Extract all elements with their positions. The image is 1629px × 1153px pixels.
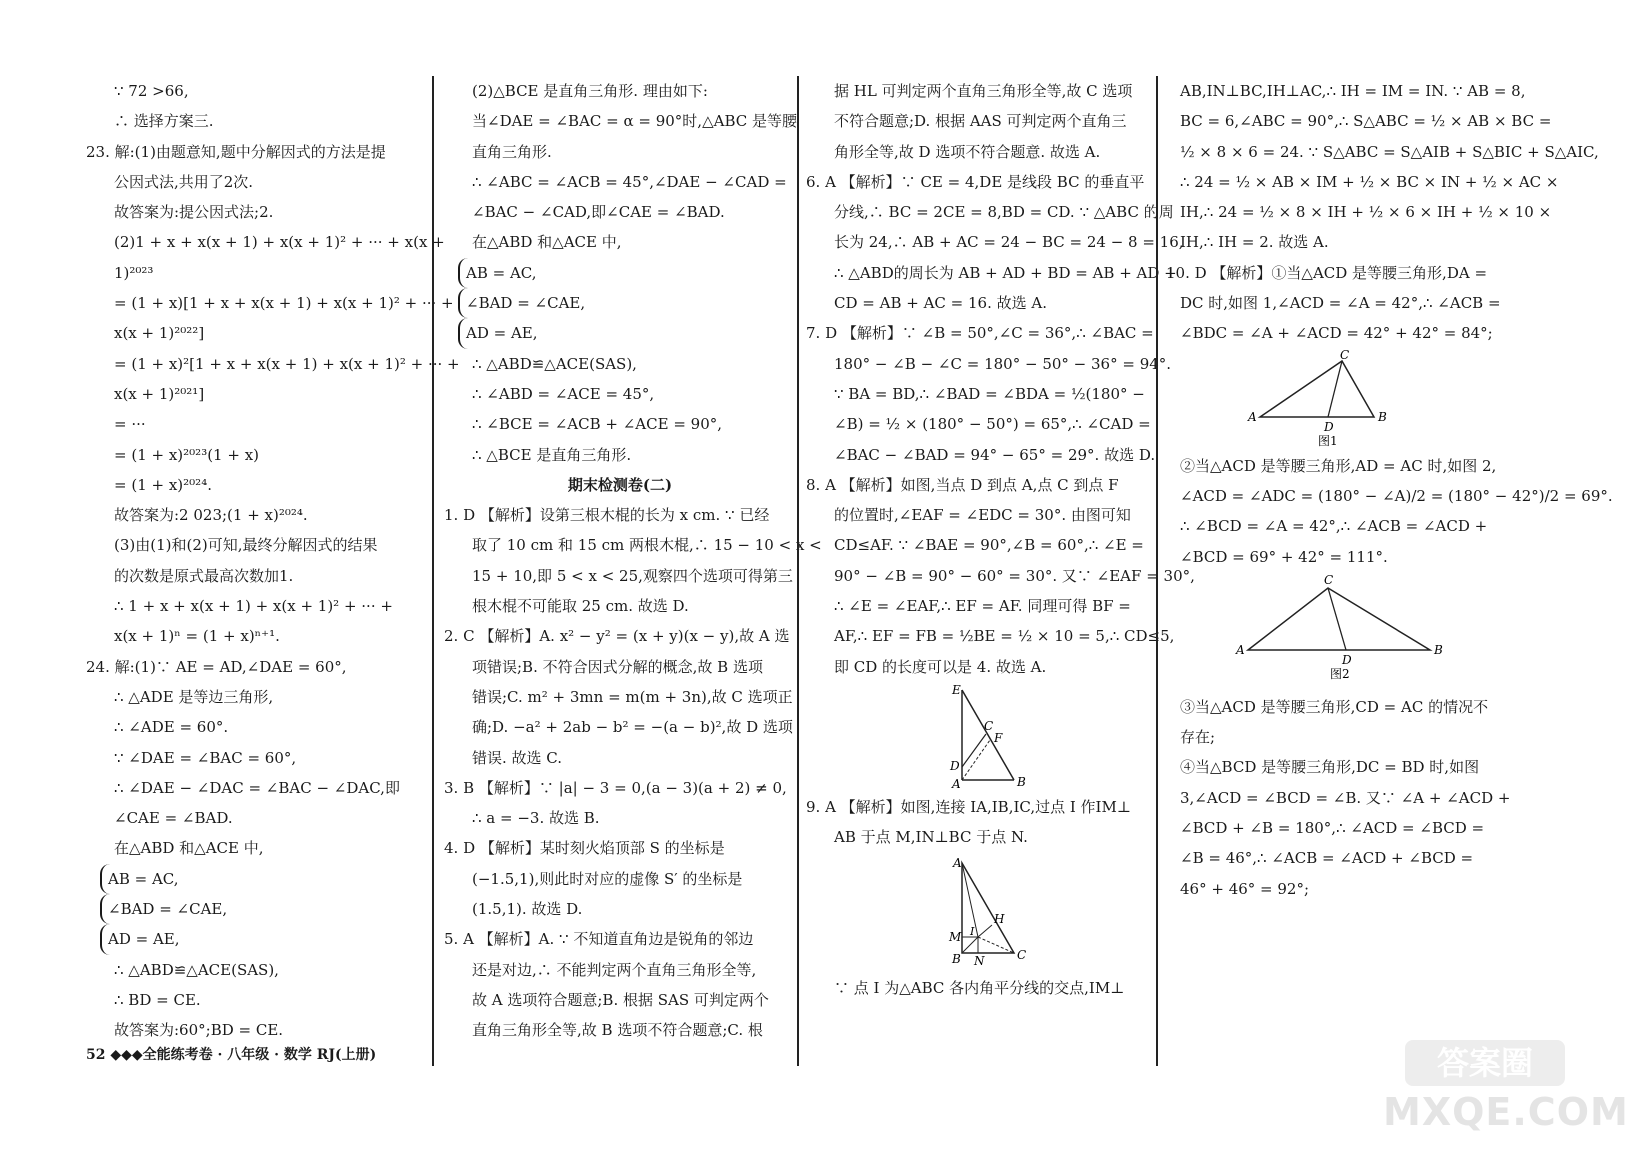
text-line: ③当△ACD 是等腰三角形,CD = AC 的情况不	[1180, 697, 1489, 716]
text-line: 根木棍不可能取 25 cm. 故选 D.	[472, 597, 689, 616]
text-line: 直角三角形全等,故 B 选项不符合题意;C. 根	[472, 1021, 763, 1040]
column-divider	[432, 76, 434, 1066]
text-line: ∴ ∠BCE = ∠ACB + ∠ACE = 90°,	[472, 415, 723, 434]
label-I: I	[970, 924, 975, 938]
text-line: CD = AB + AC = 16. 故选 A.	[834, 294, 1047, 313]
label-D: D	[1324, 419, 1334, 434]
text-line: 5. A 【解析】A. ∵ 不知道直角边是锐角的邻边	[444, 930, 754, 949]
text-line: ④当△BCD 是等腰三角形,DC = BD 时,如图	[1180, 758, 1480, 777]
text-line: 项错误;B. 不符合因式分解的概念,故 B 选项	[472, 657, 763, 676]
text-line: = (1 + x)²⁰²⁴.	[114, 475, 212, 494]
text-line: ∴ BD = CE.	[114, 990, 201, 1009]
text-line: 还是对边,∴ 不能判定两个直角三角形全等,	[472, 960, 757, 979]
label-C: C	[1017, 947, 1027, 962]
text-line: 9. A 【解析】如图,连接 IA,IB,IC,过点 I 作IM⊥	[806, 797, 1131, 816]
text-line: 4. D 【解析】某时刻火焰顶部 S 的坐标是	[444, 839, 725, 858]
text-line: 错误;C. m² + 3mn = m(m + 3n),故 C 选项正	[472, 687, 793, 706]
text-line: ∠BCD + ∠B = 180°,∴ ∠ACD = ∠BCD =	[1180, 819, 1485, 838]
figure-2	[1166, 572, 1518, 692]
label-D: D	[1342, 652, 1352, 667]
label-B: B	[1378, 409, 1387, 424]
text-line: ∵ ∠DAE = ∠BAC = 60°,	[114, 748, 297, 767]
label-H: H	[994, 911, 1005, 926]
text-line: 在△ABD 和△ACE 中,	[472, 233, 622, 252]
column-4	[1166, 76, 1613, 904]
text-line: ∴ △ABD≌△ACE(SAS),	[114, 960, 279, 979]
text-line: ∵ 72 >66,	[114, 82, 189, 100]
text-line: ∴ 选择方案三.	[114, 112, 214, 131]
text-line: x(x + 1)ⁿ = (1 + x)ⁿ⁺¹.	[114, 627, 280, 646]
text-line: 的次数是原式最高次数加1.	[114, 566, 294, 585]
text-line: AD = AE,	[458, 318, 796, 348]
text-line: AB 于点 M,IN⊥BC 于点 N.	[834, 828, 1028, 847]
text-line: 1)²⁰²³	[114, 263, 154, 282]
text-line: 直角三角形.	[472, 142, 552, 161]
figure-q8	[806, 682, 1158, 792]
text-line: ∴ ∠ADE = 60°.	[114, 718, 229, 737]
text-line: AB = AC,	[100, 864, 438, 894]
text-line: ∠ACD = ∠ADC = (180° − ∠A)/2 = (180° − 42°)/2 = 69°.	[1180, 486, 1613, 505]
text-line: 3. B 【解析】∵ |a| − 3 = 0,(a − 3)(a + 2) ≠ 0,	[444, 778, 787, 797]
text-line: ∠B = 46°,∴ ∠ACB = ∠ACD + ∠BCD =	[1180, 849, 1474, 868]
text-line: ∠BAC − ∠CAD,即∠CAE = ∠BAD.	[472, 203, 725, 222]
text-line: ∴ △ABD的周长为 AB + AD + BD = AB + AD +	[834, 263, 1177, 282]
text-line: 3,∠ACD = ∠BCD = ∠B. 又∵ ∠A + ∠ACD +	[1180, 788, 1511, 807]
text-line: 180° − ∠B − ∠C = 180° − 50° − 36° = 94°.	[834, 354, 1172, 373]
text-line: 长为 24,∴ AB + AC = 24 − BC = 24 − 8 = 16,	[834, 233, 1184, 252]
text-line: 存在;	[1180, 728, 1216, 747]
label-D: D	[950, 758, 960, 773]
text-line: AF,∴ EF = FB = ½BE = ½ × 10 = 5,∴ CD≤5,	[834, 627, 1175, 646]
text-line: 2. C 【解析】A. x² − y² = (x + y)(x − y),故 A 选	[444, 627, 790, 646]
column-divider	[1156, 76, 1158, 1066]
page-footer: 52 ◆◆◆全能练考卷 · 八年级 · 数学 RJ(上册)	[86, 1047, 377, 1063]
column-3	[806, 76, 1195, 1003]
text-line: ∠CAE = ∠BAD.	[114, 809, 233, 828]
text-line: 期末检测卷(二)	[567, 475, 673, 494]
text-line: ②当△ACD 是等腰三角形,AD = AC 时,如图 2,	[1180, 456, 1497, 475]
triangle-figure-2	[1232, 572, 1452, 684]
text-line: x(x + 1)²⁰²¹]	[114, 384, 205, 403]
column-2	[444, 76, 822, 1046]
label-B: B	[952, 951, 961, 966]
text-line: 公因式法,共用了2次.	[114, 172, 254, 191]
figure-caption: 图1	[1318, 433, 1338, 448]
text-line: ∴ ∠ABD = ∠ACE = 45°,	[472, 384, 655, 403]
text-line: ∴ 24 = ½ × AB × IM + ½ × BC × IN + ½ × AC ×	[1180, 172, 1559, 191]
text-line: 1. D 【解析】设第三根木棍的长为 x cm. ∵ 已经	[444, 506, 770, 525]
text-line: CD≤AF. ∵ ∠BAE = 90°,∠B = 60°,∴ ∠E =	[834, 536, 1144, 555]
text-line: ∴ △ABD≌△ACE(SAS),	[472, 354, 637, 373]
figure-1	[1166, 349, 1518, 451]
text-line: AD = AE,	[100, 924, 438, 954]
text-line: = (1 + x)²⁰²³(1 + x)	[114, 445, 260, 464]
text-line: 故 A 选项符合题意;B. 根据 SAS 可判定两个	[472, 990, 769, 1009]
triangle-figure-1	[1242, 349, 1442, 449]
label-N: N	[974, 953, 985, 968]
text-line: ∠BDC = ∠A + ∠ACD = 42° + 42° = 84°;	[1180, 324, 1493, 343]
text-line: ∵ 点 I 为△ABC 各内角平分线的交点,IM⊥	[834, 978, 1125, 997]
text-line: = (1 + x)[1 + x + x(x + 1) + x(x + 1)² + ··· +	[114, 294, 454, 313]
text-line: 23. 解:(1)由题意知,题中分解因式的方法是提	[86, 142, 386, 161]
text-line: ∵ BA = BD,∴ ∠BAD = ∠BDA = ½(180° −	[834, 384, 1145, 403]
text-line: 24. 解:(1)∵ AE = AD,∠DAE = 60°,	[86, 657, 347, 676]
text-line: BC = 6,∠ABC = 90°,∴ S△ABC = ½ × AB × BC =	[1180, 112, 1552, 131]
label-A: A	[1248, 409, 1257, 424]
column-1	[86, 76, 460, 1046]
text-line: ∴ ∠ABC = ∠ACB = 45°,∠DAE − ∠CAD =	[472, 172, 787, 191]
text-line: ∴ ∠E = ∠EAF,∴ EF = AF. 同理可得 BF =	[834, 597, 1131, 616]
text-line: ∠BAD = ∠CAE,	[100, 894, 438, 924]
text-line: 取了 10 cm 和 15 cm 两根木棍,∴ 15 − 10 < x <	[472, 536, 822, 555]
label-A: A	[952, 776, 961, 791]
label-M: M	[949, 929, 962, 944]
label-F: F	[994, 730, 1003, 745]
text-line: 7. D 【解析】∵ ∠B = 50°,∠C = 36°,∴ ∠BAC =	[806, 324, 1154, 343]
label-A: A	[953, 855, 962, 870]
text-line: 错误. 故选 C.	[472, 748, 563, 767]
text-line: = (1 + x)²[1 + x + x(x + 1) + x(x + 1)² + ··· +	[114, 354, 460, 373]
text-line: (2)1 + x + x(x + 1) + x(x + 1)² + ··· + x(x +	[114, 233, 445, 252]
geometry-figure-q8	[922, 682, 1042, 792]
text-line: ∠B) = ½ × (180° − 50°) = 65°,∴ ∠CAD =	[834, 415, 1151, 434]
text-line: 分线,∴ BC = 2CE = 8,BD = CD. ∵ △ABC 的周	[834, 203, 1174, 222]
text-line: 确;D. −a² + 2ab − b² = −(a − b)²,故 D 选项	[472, 718, 793, 737]
text-line: (1.5,1). 故选 D.	[472, 900, 583, 919]
text-line: ∴ △ADE 是等边三角形,	[114, 687, 274, 706]
text-line: ½ × 8 × 6 = 24. ∵ S△ABC = S△AIB + S△BIC + S△AIC,	[1180, 142, 1599, 161]
text-line: ∴ ∠DAE − ∠DAC = ∠BAC − ∠DAC,即	[114, 778, 400, 797]
text-line: 角形全等,故 D 选项不符合题意. 故选 A.	[834, 142, 1101, 161]
text-line: ∴ a = −3. 故选 B.	[472, 809, 600, 828]
text-line: 故答案为:提公因式法;2.	[114, 203, 274, 222]
figure-q9	[806, 853, 1158, 973]
text-line: ∴ ∠BCD = ∠A = 42°,∴ ∠ACB = ∠ACD +	[1180, 517, 1488, 536]
label-E: E	[952, 682, 961, 697]
text-line: 的位置时,∠EAF = ∠EDC = 30°. 由图可知	[834, 506, 1131, 525]
text-line: 46° + 46° = 92°;	[1180, 879, 1310, 898]
label-B: B	[1434, 642, 1443, 657]
text-line: IH,∴ 24 = ½ × 8 × IH + ½ × 6 × IH + ½ × 10 ×	[1180, 203, 1552, 222]
text-line: 当∠DAE = ∠BAC = α = 90°时,△ABC 是等腰	[472, 112, 797, 131]
text-line: 6. A 【解析】∵ CE = 4,DE 是线段 BC 的垂直平	[806, 172, 1145, 191]
geometry-figure-q9	[922, 853, 1042, 971]
text-line: ∠BCD = 69° + 42° = 111°.	[1180, 547, 1388, 566]
text-line: ∴ △BCE 是直角三角形.	[472, 445, 632, 464]
text-line: 10. D 【解析】①当△ACD 是等腰三角形,DA =	[1166, 263, 1488, 282]
text-line: ∠BAD = ∠CAE,	[458, 288, 796, 318]
text-line: AB,IN⊥BC,IH⊥AC,∴ IH = IM = IN. ∵ AB = 8,	[1180, 82, 1526, 100]
text-line: 90° − ∠B = 90° − 60° = 30°. 又∵ ∠EAF = 30°,	[834, 566, 1195, 585]
text-line: (3)由(1)和(2)可知,最终分解因式的结果	[114, 536, 378, 555]
text-line: 据 HL 可判定两个直角三角形全等,故 C 选项	[834, 82, 1133, 100]
column-divider	[797, 76, 799, 1066]
text-line: DC 时,如图 1,∠ACD = ∠A = 42°,∴ ∠ACB =	[1180, 294, 1501, 313]
text-line: AB = AC,	[458, 258, 796, 288]
text-line: 8. A 【解析】如图,当点 D 到点 A,点 C 到点 F	[806, 475, 1119, 494]
text-line: ∠BAC − ∠BAD = 94° − 65° = 29°. 故选 D.	[834, 445, 1156, 464]
text-line: 15 + 10,即 5 < x < 25,观察四个选项可得第三	[472, 566, 793, 585]
text-line: (2)△BCE 是直角三角形. 理由如下:	[472, 82, 708, 100]
label-A: A	[1236, 642, 1245, 657]
text-line: (−1.5,1),则此时对应的虚像 S′ 的坐标是	[472, 869, 743, 888]
text-line: IH,∴ IH = 2. 故选 A.	[1180, 233, 1329, 252]
text-line: 故答案为:60°;BD = CE.	[114, 1021, 284, 1040]
text-line: 在△ABD 和△ACE 中,	[114, 839, 264, 858]
label-B: B	[1017, 774, 1026, 789]
label-C: C	[1340, 347, 1350, 362]
label-C: C	[984, 718, 994, 733]
text-line: x(x + 1)²⁰²²]	[114, 324, 205, 343]
text-line: 不符合题意;D. 根据 AAS 可判定两个直角三	[834, 112, 1127, 131]
figure-caption: 图2	[1330, 666, 1350, 681]
watermark-logo: 答案圈	[1405, 1040, 1565, 1086]
text-line: 即 CD 的长度可以是 4. 故选 A.	[834, 657, 1047, 676]
watermark-site: MXQE.COM	[1383, 1090, 1629, 1134]
text-line: 故答案为:2 023;(1 + x)²⁰²⁴.	[114, 506, 308, 525]
text-line: ∴ 1 + x + x(x + 1) + x(x + 1)² + ··· +	[114, 597, 393, 616]
text-line: = ···	[114, 415, 146, 434]
label-C: C	[1324, 572, 1334, 587]
